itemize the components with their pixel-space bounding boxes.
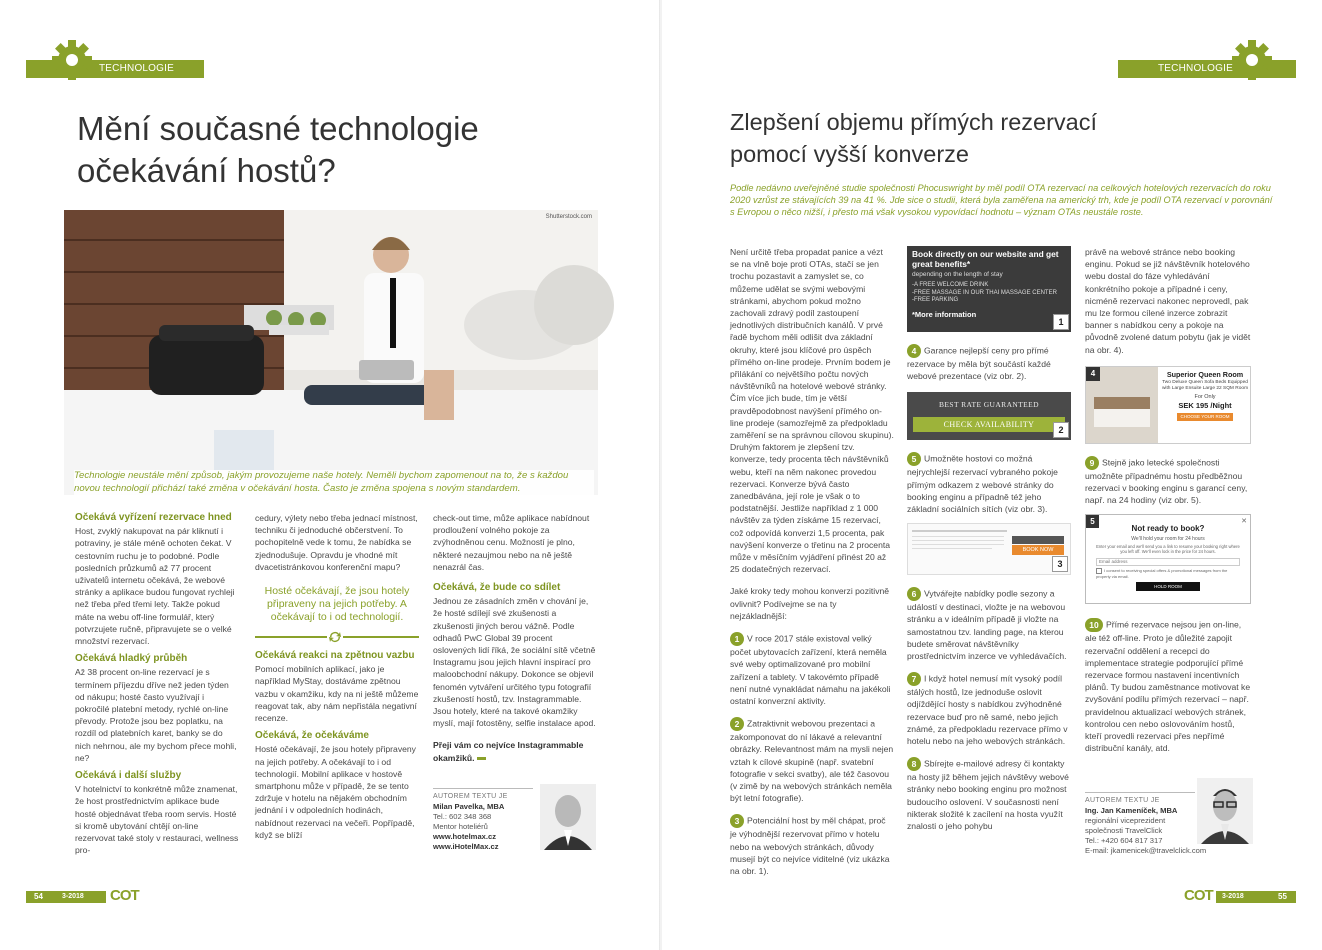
author-role: Mentor hoteliérů — [433, 822, 488, 831]
figure-1 — [907, 246, 1071, 332]
author-role: společnosti TravelClick — [1085, 826, 1163, 835]
author-name: Ing. Jan Kameníček, MBA — [1085, 806, 1178, 815]
price-prefix: For Only — [1194, 393, 1216, 400]
gear-icon — [50, 38, 94, 82]
list-item: 5 Umožněte hostovi co možná nejrychlejší rezervací vybraného pokoje přímým odkazem z webové stránky do booking enginu a případně též jeho základní sociálních sítích (viz obr. 3). — [907, 453, 1058, 515]
list-item: 3 Potenciální host by měl chápat, proč je výhodnější rezervovat přímo v hotelu nebo na webových stránkách, důvody musejí být co nejvíce viditelné (viz ukázka na obr. 1). — [730, 815, 890, 876]
pull-quote: Hosté očekávají, že jsou hotely připraveny na jejich potřeby. A očekávají to i od technologií. — [264, 585, 410, 624]
left-page — [0, 0, 660, 950]
page-title — [77, 108, 479, 192]
author-photo — [540, 784, 596, 850]
paragraph: Jaké kroky tedy mohou konverzi pozitivně ovlivnit? Podívejme se na ty nejzákladnější: — [730, 586, 890, 621]
author-role: regionální viceprezident — [1085, 816, 1166, 825]
fig1-benefit: -FREE PARKING — [912, 297, 959, 303]
popup-subtitle: We'll hold your room for 24 hours — [1131, 535, 1205, 542]
list-item: 10 Přímé rezervace nejsou jen on-line, ale též off-line. Proto je důležité zapojit rezervační oddělení a recepci do implementace strategie podporující přímé rezervace formou nastavení incentivních plánů. Ty budou zaměstnance motivovat ke zvyšování podílu přímých rezervací – např. pravidelnou aktualizací webových stránek, kontrolou cen nebo oslovováním hostů, kteří provedli rezervaci přes nepřímé distribuční kanály, atd. — [1085, 619, 1251, 754]
list-item: 9 Stejně jako letecké společnosti umožněte případnému hostu předběžnou rezervaci v booking enginu s garancí ceny, např. na 24 hodiny (viz obr. 5). — [1085, 457, 1248, 506]
fig1-more-link[interactable]: *More information — [912, 309, 977, 319]
author-label: AUTOREM TEXTU JE — [433, 788, 533, 802]
fig1-benefit: -A FREE WELCOME DRINK — [912, 282, 989, 288]
right-page — [662, 0, 1322, 950]
hero-photo — [64, 210, 598, 495]
author-label: AUTOREM TEXTU JE — [1085, 792, 1195, 806]
paragraph: Není určitě třeba propadat panice a vézt se na vlně boje proti OTAs, stačí se jen trochu pozastavit a zamyslet se, co můžeme udělat se svými webovými stránkami, abychom pokud možno zachovali zdravý podíl zastoupení jednotlivých distribučních kanálů. V prvé řadě bychom měli odlišit dva základní okruhy, které jsou klíčové pro úspěch přímého on-line prodeje. Prvním bodem je přilákání co největšího počtu nových návštěvníků na hotelové webové stránky. Čím více jich bude, tím je větší pravděpodobnost navýšení přímého on-line prodeje (samozřejmě za předpokladu zaměření se na správnou cílovou skupinu). Druhým faktorem je zlepšení tzv. konverze, tedy procenta těch návštěvníků webu, kteří na něm nakonec provedou rezervaci. Konverze bývá často zanedbávána, její role je však o to podstatnější. Jestliže například z 1 000 návštěv za týden získáme 15 rezervací, což odpovídá konverzi 1,5 procenta, pak navýšení konverze o třetinu na 2 procenta může v měsíčním vyjádření přinést 20 až 25 dodatečných rezervací. — [730, 247, 894, 575]
figure-number: 5 — [1086, 515, 1099, 528]
choose-room-button[interactable]: CHOOSE YOUR ROOM — [1177, 413, 1233, 421]
room-photo — [1086, 367, 1158, 443]
list-item: 8 Sbírejte e-mailové adresy či kontakty na hosty již během jejich návštěvy webové stránky nebo booking enginu pro možnost budoucího oslovení. V současnosti není nikterak složité k zacílení na hosta využít znalosti o jeho pohybu — [907, 758, 1069, 832]
title-line: pomocí vyšší konverze — [730, 141, 970, 167]
list-item: 7 I když hotel nemusí mít vysoký podíl stálých hostů, lze jednoduše oslovit odjíždějící hosty s nabídkou zvýhodněné rezervace buď pro ně samé, nebo jejich známé, za předpokladu rezervace přímo v hotelu nebo na jeho webových stránkách. — [907, 673, 1068, 747]
list-item: 1 V roce 2017 stále existoval velký počet ubytovacích zařízení, která neměla své weby optimalizované pro mobilní zařízení a tablety. V takovémto případě není nutné vynakládat námahu na jakékoli ostatní konverzní aktivity. — [730, 633, 891, 706]
text-column-2 — [255, 512, 419, 862]
lead-paragraph: Technologie neustále mění způsob, jakým provozujeme naše hotely. Neměli bychom zapomenout na to, že s každou novou technologií přichází také změna v očekávání hosta. Často je změna spojena s novým standardem. — [74, 470, 594, 495]
paragraph: Jednou ze zásadních změn v chování je, že hosté sdílejí své zkušenosti a zkušenosti jiných berou vážně. Podle odhadů PwC Global 39 procent oslovených lidí říká, že sociální sítě včetně Instagramu jsou jejich hlavní inspirací pro maloobchodní nákupy. Dokonce se objevil fenomén vytváření určitého typu fotografií zkušeností hostů, tzv. Instagrammable. Jsou hotely, které na takové okamžiky myslí, mají fotostěny, selfie instalace apod. — [433, 596, 596, 729]
section-label: TECHNOLOGIE — [99, 63, 174, 74]
issue-label: 3-2018 — [62, 893, 84, 900]
figure-number: 2 — [1053, 422, 1069, 438]
paragraph: cedury, výlety nebo třeba jednací místnost, techniku či jednoduché občerstvení. To pochopitelně vede k tomu, že nabídka se zjednodušuje. Opravdu je vhodné mít dvacetistránkovou konferenční mapu? — [255, 513, 418, 572]
room-price: SEK 195 /Night — [1178, 400, 1232, 410]
book-now-button[interactable]: BOOK NOW — [1012, 545, 1064, 555]
section-heading: Očekává i další služby — [75, 770, 182, 782]
room-desc: Two Deluxe Queen Sofa Beds Equipped with Large Ensuite Large 22 SQM Room — [1161, 379, 1249, 391]
page-title — [730, 106, 1097, 170]
room-title: Superior Queen Room — [1166, 369, 1244, 379]
photo-credit: Shutterstock.com — [545, 214, 592, 220]
gear-icon — [1230, 38, 1274, 82]
quote-divider — [255, 630, 419, 644]
consent-checkbox[interactable]: I consent to receiving special offers & promotional messages from the property via email. — [1096, 567, 1228, 579]
figure-5 — [1085, 514, 1251, 604]
hold-room-button[interactable]: HOLD ROOM — [1136, 582, 1200, 591]
text-column-3 — [433, 512, 597, 774]
list-item: 6 Vytvářejte nabídky podle sezony a událostí v destinaci, vložte je na webovou stránku a v ideálním případě ji vložte na samostatnou tzv. landing page, na kterou budete směrovat návštěvníky prostřednictvím inzerce ve vyhledávačích. — [907, 588, 1067, 662]
page-number: 54 — [34, 892, 43, 901]
author-web[interactable]: www.hotelmax.cz — [433, 832, 497, 841]
figure-3 — [907, 523, 1071, 575]
popup-title: Not ready to book? — [1131, 524, 1205, 534]
room-offer — [1160, 370, 1250, 421]
text-column-2 — [907, 246, 1071, 858]
figure-4 — [1085, 366, 1251, 444]
author-name: Milan Pavelka, MBA — [433, 802, 505, 811]
author-photo — [1197, 778, 1253, 844]
paragraph: Pomocí mobilních aplikací, jako je například MyStay, dostáváme zpětnou vazbu v okamžiku, kdy na ni ještě můžeme reagovat tak, aby nám nepřistála negativní recenze. — [255, 664, 419, 724]
text-column-1 — [730, 246, 894, 876]
text-column-3 — [1085, 246, 1251, 776]
title-line: Mění současné technologie — [77, 110, 479, 147]
figure-number: 1 — [1053, 314, 1069, 330]
figure-number: 4 — [1086, 367, 1100, 381]
section-heading: Očekává, že očekáváme — [255, 730, 369, 742]
brand-logo: COT — [1184, 887, 1213, 904]
author-box — [433, 788, 533, 852]
close-icon[interactable]: ✕ — [1241, 518, 1247, 526]
paragraph: Až 38 procent on-line rezervací je s termínem příjezdu dříve než jeden týden od nákupu; hosté často využívají i pokročilé platební metody, rychlé on-line převody. Protože jsou bez poplatku, na rozdíl od platebních karet, banky se do nich nehrnou, ale my bychom přece mohli, ne? — [75, 667, 237, 763]
text-column-1 — [75, 512, 239, 862]
section-heading: Očekává, že bude co sdílet — [433, 582, 561, 594]
paragraph: Host, zvyklý nakupovat na pár kliknutí i potraviny, je stále méně ochoten čekat. V cestovním ruchu je to podobné. Podle posledních průzkumů až 77 procent uživatelů internetu očekává, že webové stránky a aplikace budou fungovat rychleji než třeba před třemi lety. Takže pokud máte na webu off-line formulář, který potvrzujete ručně, připravujete se o velké množství rezervací. — [75, 526, 235, 647]
brand-logo: COT — [110, 887, 139, 904]
section-heading: Očekává hladký průběh — [75, 653, 188, 665]
lead-paragraph: Podle nedávno uveřejněné studie společnosti Phocuswright by měl podíl OTA rezervací na celkových hotelových rezervacích do roku 2020 vzrůst ze stávajících 39 na 41 %. Jde sice o studii, která byla zaměřena na americký trh, kde je podíl OTA rezervací v porovnání s Evropou o něco nižší, i přesto má však vysokou vypovídací hodnotu – význam OTAs neustále roste. — [730, 183, 1273, 217]
author-tel: Tel.: +420 604 817 317 — [1085, 836, 1163, 845]
popup-text: Enter your email and we'll send you a link to resume your booking right where you left off. We'll even lock in the price for 24 hours. — [1096, 543, 1240, 555]
paragraph: check-out time, může aplikace nabídnout prodloužení volného pokoje za zvýhodněnou cenu. Možností je plno, některé nezaujmou nebo na ně ještě nenazrál čas. — [433, 513, 590, 572]
figure-number: 3 — [1052, 556, 1068, 572]
title-line: očekávání hostů? — [77, 152, 336, 189]
list-item: 2 Zatraktivnit webovou prezentaci a zakomponovat do ní lákavé a relevantní obrázky. Relevantnost mám na mysli nejen vztah k cílové skupině (např. svatební fotografie v sekci svatby), ale též časovou (v zimě by na webových stránkách neměla být letní fotografie). — [730, 718, 894, 804]
author-tel: Tel.: 602 348 368 — [433, 812, 492, 821]
paragraph: Hosté očekávají, že jsou hotely připraveny na jejich potřeby. A očekávají to i od technologií. Mobilní aplikace v hostově smartphonu může v případě, že se tento zdržuje v hotelu na nějakém obchodním jednání i v odpoledních hodinách, nabídnout rezervaci na večeři. Popřípadě, když se blíží — [255, 744, 416, 840]
author-box — [1085, 792, 1207, 856]
refresh-icon — [327, 630, 343, 644]
check-availability-button[interactable]: CHECK AVAILABILITY — [913, 417, 1065, 432]
page-number: 55 — [1278, 892, 1287, 901]
section-heading: Očekává vyřízení rezervace hned — [75, 512, 232, 523]
fig1-heading: Book directly on our website and get great benefits* — [912, 249, 1059, 269]
fig1-benefit: -FREE MASSAGE IN OUR THAI MASSAGE CENTER — [912, 289, 1057, 296]
paragraph: V hotelnictví to konkrétně může znamenat, že host prostřednictvím aplikace bude hosté objednávat třeba room servis. Hosté si kromě ubytování chtějí on-line rezervovat také stoly v restauraci, wellness pro- — [75, 784, 239, 856]
title-line: Zlepšení objemu přímých rezervací — [730, 109, 1098, 135]
issue-label: 3-2018 — [1222, 893, 1244, 900]
fig1-sub: depending on the length of stay — [912, 271, 1003, 278]
fig2-label: BEST RATE GUARANTEED — [939, 400, 1039, 410]
author-email[interactable]: E-mail: jkamenicek@travelclick.com — [1085, 846, 1207, 855]
section-heading: Očekává reakci na zpětnou vazbu — [255, 650, 415, 662]
figure-2 — [907, 392, 1071, 440]
section-label: TECHNOLOGIE — [1158, 63, 1233, 74]
paragraph: právě na webové stránce nebo booking enginu. Pokud se již návštěvník hotelového webu dostal do fáze vyhledávání konkrétního pokoje a případné i ceny, nicméně rezervaci nakonec neprovedl, pak mu lze formou cílené inzerce zobrazit banner s nabídkou ceny a pokoje na původně zvolené datum pobytu (jak je vidět na obr. 4). — [1085, 247, 1251, 355]
email-field[interactable] — [1096, 558, 1240, 566]
author-web[interactable]: www.iHotelMax.cz — [433, 842, 499, 851]
list-item: 4 Garance nejlepší ceny pro přímé rezervace by měla být součástí každé webové prezentace (viz obr. 2). — [907, 345, 1051, 382]
closing-line: Přeji vám co nejvíce Instagrammable okamžiků. — [433, 740, 584, 763]
